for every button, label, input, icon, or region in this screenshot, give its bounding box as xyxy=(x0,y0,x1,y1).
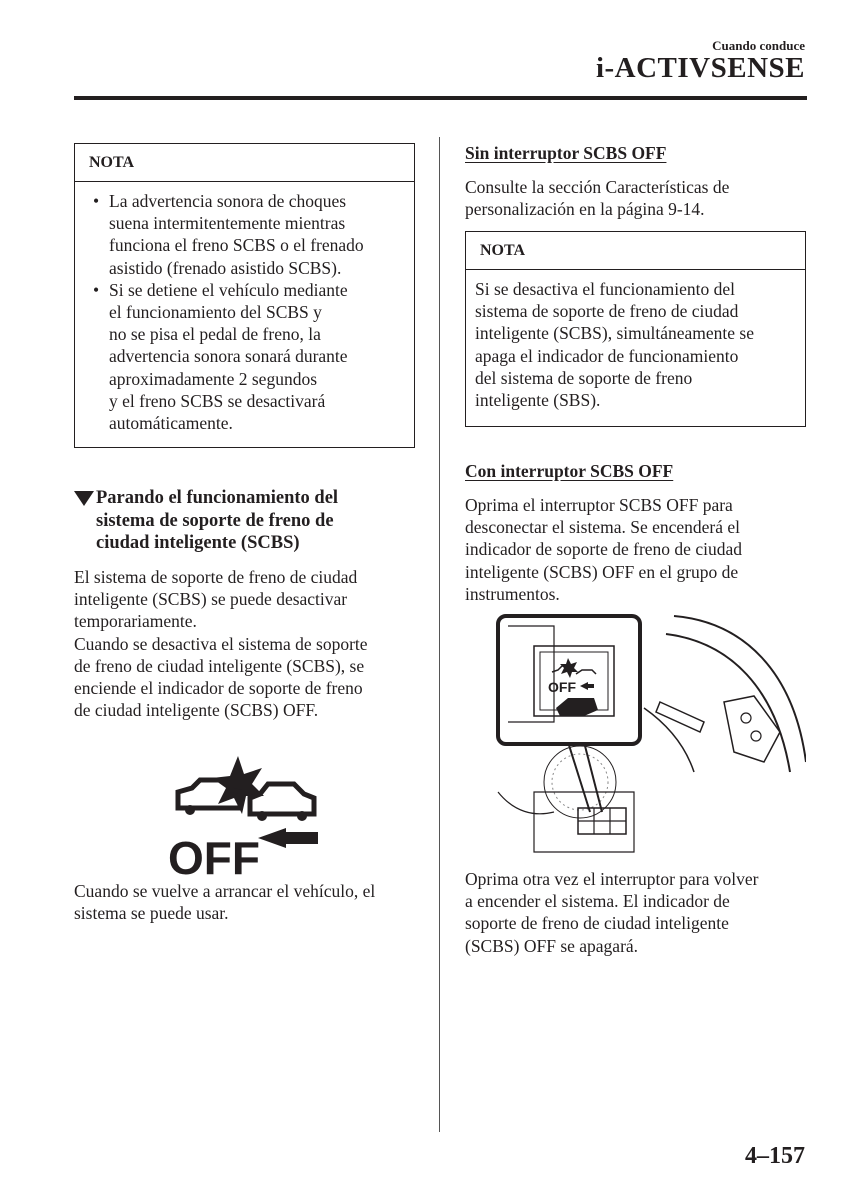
section-paragraph xyxy=(74,566,424,721)
note-line: del sistema de soporte de freno xyxy=(475,367,693,388)
para-line: temporariamente. xyxy=(74,611,197,632)
note-heading: NOTA xyxy=(466,232,805,270)
off-label: OFF xyxy=(168,832,260,878)
note-line: inteligente (SBS). xyxy=(475,390,601,411)
subheading-without-switch: Sin interruptor SCBS OFF xyxy=(465,143,667,163)
note-line: advertencia sonora sonará durante xyxy=(109,346,348,367)
note-body xyxy=(75,182,414,434)
rear-car-wheel xyxy=(185,805,195,815)
dashboard-illustration-svg xyxy=(494,612,806,860)
subheading-with-switch: Con interruptor SCBS OFF xyxy=(465,461,674,481)
para-line: inteligente (SCBS) OFF en el grupo de xyxy=(465,561,739,582)
note-line: automáticamente. xyxy=(109,413,233,434)
front-car-wheel xyxy=(297,811,307,821)
para-line: Oprima el interruptor SCBS OFF para xyxy=(465,495,733,515)
note-line: sistema de soporte de freno de ciudad xyxy=(475,301,739,322)
page-number: 4–157 xyxy=(745,1143,805,1169)
header-rule xyxy=(74,96,807,100)
stalk-lever xyxy=(656,702,704,732)
scbs-off-switch-illustration xyxy=(494,612,806,860)
note-bullet-list xyxy=(87,190,402,434)
chapter-title: i-ACTIVSENSE xyxy=(595,52,805,84)
para-line: personalización en la página 9-14. xyxy=(465,199,705,220)
scbs-off-indicator-svg xyxy=(166,752,322,878)
para-line: instrumentos. xyxy=(465,583,560,604)
para-line: El sistema de soporte de freno de ciudad xyxy=(74,567,358,587)
wheel-button xyxy=(741,713,751,723)
note-bullet-item xyxy=(87,279,402,434)
note-line: La advertencia sonora de choques xyxy=(109,191,347,211)
para-line: de ciudad inteligente (SCBS) OFF. xyxy=(74,700,319,721)
para-line: soporte de freno de ciudad inteligente xyxy=(465,913,729,934)
note-line: no se pisa el pedal de freno, la xyxy=(109,324,321,345)
closing-paragraph xyxy=(465,868,810,957)
chapter-subtitle: Cuando conduce xyxy=(712,38,805,53)
para-line: Cuando se vuelve a arrancar el vehículo, el xyxy=(74,881,376,901)
para-line: inteligente (SCBS) se puede desactivar xyxy=(74,589,348,610)
restart-paragraph xyxy=(74,880,424,924)
section-heading-line: sistema de soporte de freno de xyxy=(96,510,334,531)
front-car-icon xyxy=(250,784,314,814)
dash-curve xyxy=(498,792,554,814)
para-line: indicador de soporte de freno de ciudad xyxy=(465,539,742,560)
section-heading-line: ciudad inteligente (SCBS) xyxy=(96,533,300,553)
note-line: aproximadamente 2 segundos xyxy=(109,368,318,389)
subsection-paragraph xyxy=(465,176,810,220)
steering-wheel-outline xyxy=(674,616,806,762)
column-divider xyxy=(439,137,440,1132)
para-line: sistema se puede usar. xyxy=(74,903,229,924)
section-heading-line: Parando el funcionamiento del xyxy=(96,488,339,508)
section-triangle-icon xyxy=(74,491,94,506)
note-line: asistido (frenado asistido SCBS). xyxy=(109,257,342,278)
para-line: de freno de ciudad inteligente (SCBS), se xyxy=(74,655,365,676)
para-line: a encender el sistema. El indicador de xyxy=(465,891,730,912)
para-line: Consulte la sección Características de xyxy=(465,177,730,197)
note-line: y el freno SCBS se desactivará xyxy=(109,390,326,411)
para-line: enciende el indicador de soporte de freno xyxy=(74,678,363,699)
section-heading xyxy=(96,487,416,555)
note-heading: NOTA xyxy=(75,144,414,182)
note-line: el funcionamiento del SCBS y xyxy=(109,302,322,323)
para-line: desconectar el sistema. Se encenderá el xyxy=(465,517,741,538)
note-box-left xyxy=(74,143,415,448)
note-line: inteligente (SCBS), simultáneamente se xyxy=(475,323,754,344)
note-line: Si se desactiva el funcionamiento del xyxy=(475,279,735,299)
note-line: suena intermitentemente mientras xyxy=(109,213,346,234)
note-line: funciona el freno SCBS o el frenado xyxy=(109,235,364,256)
arrow-left-icon xyxy=(258,828,318,848)
scbs-off-indicator-icon xyxy=(166,752,322,878)
front-car-wheel xyxy=(257,811,267,821)
bullet-mark: • xyxy=(93,191,100,211)
note-bullet-item xyxy=(87,190,402,279)
para-line: Cuando se desactiva el sistema de soporte xyxy=(74,633,368,654)
note-box-right xyxy=(465,231,806,427)
note-line: apaga el indicador de funcionamiento xyxy=(475,345,739,366)
note-line: Si se detiene el vehículo mediante xyxy=(109,279,348,300)
wheel-button xyxy=(751,731,761,741)
para-line: (SCBS) OFF se apagará. xyxy=(465,935,639,956)
inset-off-label: OFF xyxy=(548,679,576,695)
para-line: Oprima otra vez el interruptor para volver xyxy=(465,869,759,889)
bullet-mark: • xyxy=(93,279,100,300)
note-body xyxy=(466,270,805,411)
steering-spoke-buttons xyxy=(724,696,780,762)
subsection-paragraph xyxy=(465,494,810,605)
